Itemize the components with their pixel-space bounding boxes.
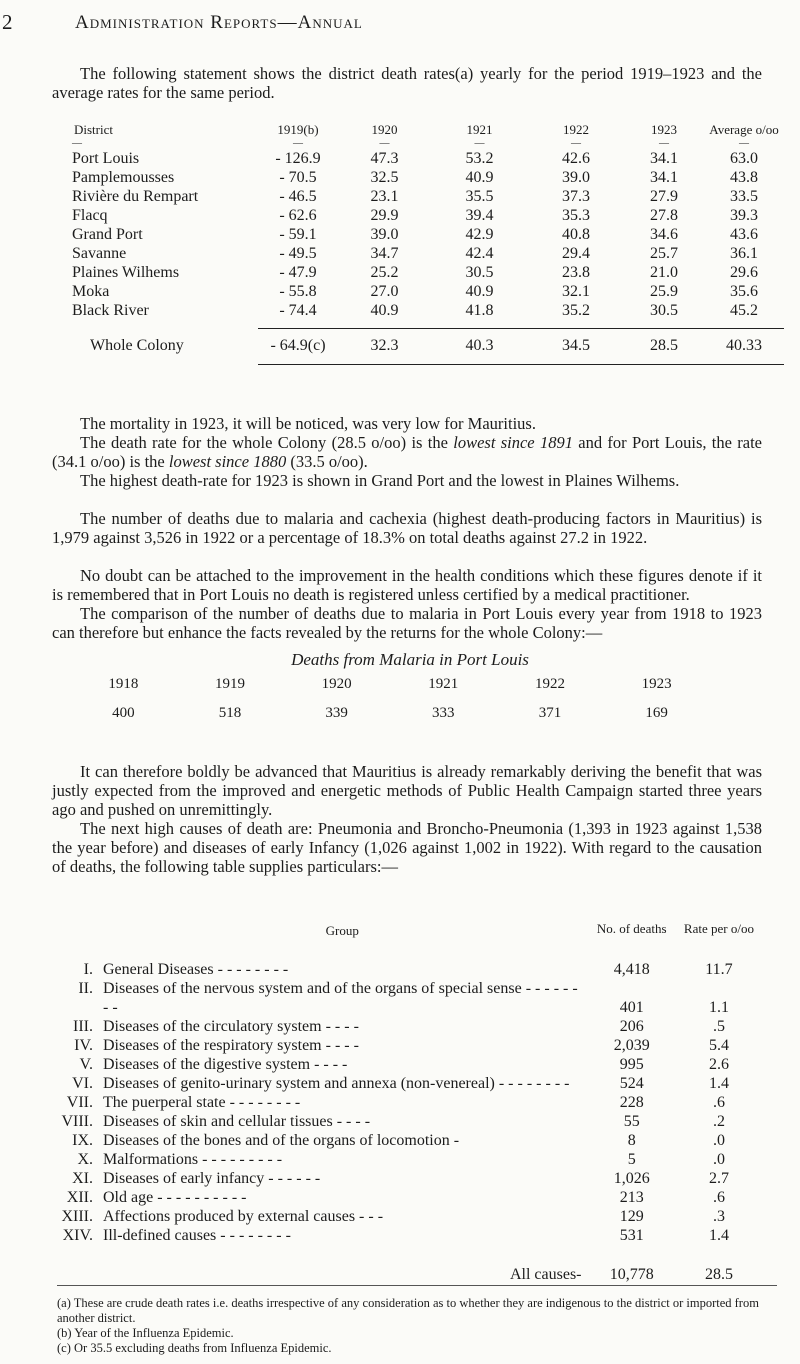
table-cell: 30.5 [465,263,494,281]
group-column-header: Group [325,923,359,938]
cause-row [60,1017,760,1036]
total-label: All causes- [509,1266,582,1283]
table-cell: 40.9 [465,282,494,300]
table-cell: 25.7 [650,244,678,262]
malaria-value: 371 [538,705,562,721]
total-cell: 40.3 [465,337,494,354]
group-label: Diseases of the respiratory system - - - - [103,1037,359,1054]
table-cell: 34.1 [650,149,678,167]
text-fragment: (33.5 o/oo). [286,452,368,471]
group-deaths: 55 [623,1113,640,1130]
header-dash: — [293,138,303,149]
group-label: Diseases of genito-urinary system and annexa (non-venereal) - - - - - - - - [103,1075,570,1092]
district-name: Savanne [72,244,127,262]
rule-cell [624,356,704,365]
table-cell: - 47.9 [279,263,317,281]
total-cell: 40.33 [726,337,762,354]
table-cell: - 126.9 [275,149,321,167]
table-cell: 27.9 [650,187,678,205]
malaria-value: 339 [325,705,348,721]
table-cell: 23.1 [370,187,399,205]
table-cell: 53.2 [465,149,494,167]
group-rate: 1.4 [708,1227,729,1244]
district-name: Grand Port [72,225,143,243]
table-row [72,206,784,225]
table-cell: 32.5 [370,168,399,186]
rule-cell [258,356,338,365]
table-cell: 39.0 [370,225,399,243]
malaria-year: 1920 [321,676,352,692]
table-cell: 47.3 [370,149,399,167]
table-cell: 37.3 [562,187,590,205]
cause-row [60,1188,760,1207]
column-header: District [74,122,113,137]
cause-row [60,960,760,979]
group-deaths: 531 [619,1227,644,1244]
table-row [72,168,784,187]
group-rate: 1.1 [708,999,729,1016]
group-deaths: 5 [627,1151,636,1168]
table-row [72,282,784,301]
group-rate: .3 [712,1208,725,1225]
column-header: 1921 [466,122,493,137]
total-cell: 32.3 [370,337,399,354]
header-dash: — [72,138,82,149]
table-cell: 40.9 [370,301,399,319]
group-label: Diseases of the circulatory system - - - - [103,1018,359,1035]
group-deaths: 8 [627,1132,636,1149]
header-underline-row [72,139,784,149]
column-header: 1922 [563,122,589,137]
group-number: VI. [72,1075,93,1092]
group-number: XI. [72,1170,93,1187]
cause-row [60,1093,760,1112]
table-cell: 35.2 [562,301,590,319]
district-name: Pamplemousses [72,168,175,186]
rule-cell [704,356,784,365]
text-fragment: The death rate for the whole Colony (28.5 o/oo) is the [80,433,454,452]
total-deaths: 10,778 [609,1266,654,1283]
malaria-year: 1923 [641,676,672,692]
group-rate: .2 [712,1113,725,1130]
table-cell: 39.0 [562,168,590,186]
group-number: II. [78,980,93,997]
table-cell: - 55.8 [279,282,317,300]
running-header: Administration Reports—Annual [75,12,363,33]
table-cell: 40.9 [465,168,494,186]
intro-paragraph: The following statement shows the district death rates(a) yearly for the period 1919–1923 and the average rates for the same period. [52,64,762,102]
group-rate: 2.6 [708,1056,729,1073]
table-cell: 45.2 [730,301,758,319]
group-label: Old age - - - - - - - - - - [103,1189,247,1206]
deaths-column-header: No. of deaths [596,921,667,936]
rule-cell [431,320,528,329]
table-row [72,301,784,320]
table-cell: 35.5 [465,187,494,205]
table-cell: 32.1 [562,282,590,300]
table-cell: 34.6 [650,225,678,243]
spacer-cell [72,329,258,337]
table-cell: 27.8 [650,206,678,224]
causes-of-death-table [60,921,760,1284]
group-rate: 1.4 [708,1075,729,1092]
table-cell: 25.9 [650,282,678,300]
group-label: Affections produced by external causes - - - [103,1208,384,1225]
table-cell: 41.8 [465,301,494,319]
header-dash: — [739,138,749,149]
rule-cell [431,356,528,365]
group-rate: .6 [712,1094,725,1111]
table-cell: 27.0 [370,282,399,300]
table-cell: 25.2 [370,263,399,281]
group-label: Malformations - - - - - - - - - [103,1151,283,1168]
group-label: Diseases of the digestive system - - - - [103,1056,348,1073]
column-header: Average o/oo [709,122,779,137]
column-header: 1919(b) [277,122,319,137]
malaria-table-title: Deaths from Malaria in Port Louis [291,650,529,669]
table-cell: 36.1 [730,244,758,262]
group-number: I. [83,961,93,978]
group-number: VIII. [61,1113,93,1130]
malaria-deaths-table [60,650,760,722]
table-cell: 43.8 [730,168,758,186]
group-deaths: 206 [619,1018,644,1035]
malaria-value: 400 [112,705,135,721]
malaria-year: 1921 [428,676,459,692]
rule-cell [338,356,431,365]
total-cell: - 64.9(c) [270,337,326,354]
group-number: VII. [66,1094,93,1111]
header-dash: — [379,138,390,149]
group-deaths: 228 [619,1094,644,1111]
district-death-rate-table [72,121,784,365]
group-deaths: 2,039 [613,1037,650,1054]
group-rate: .0 [712,1132,725,1149]
district-name: Rivière du Rempart [72,187,199,205]
cause-row [60,1112,760,1131]
cause-row [60,1150,760,1169]
table-cell: - 74.4 [279,301,317,319]
paragraph-comparison: The comparison of the number of deaths due to malaria in Port Louis every year from 1918 to 1923 can therefore but enhance the facts revealed by the returns for the whole Colony:— [52,604,762,642]
group-rate: 2.7 [708,1170,729,1187]
rule-cell [72,320,258,329]
table-cell: 40.8 [562,225,590,243]
group-label: Diseases of skin and cellular tissues - - - - [103,1113,371,1130]
table-cell: 29.9 [370,206,399,224]
paragraph-highest-rate: The highest death-rate for 1923 is shown in Grand Port and the lowest in Plaines Wilhems. [80,471,680,490]
header-dash: — [571,138,581,149]
group-deaths: 129 [619,1208,644,1225]
paragraph-improvement: No doubt can be attached to the improvement in the health conditions which these figures denote if it is remembered that in Port Louis no death is registered unless certified by a medical practitioner. [52,566,762,604]
group-label: General Diseases - - - - - - - - [103,961,289,978]
rule-cell [528,320,624,329]
group-label: Diseases of the bones and of the organs of locomotion - [103,1132,460,1149]
table-cell: 39.3 [730,206,758,224]
group-deaths: 995 [619,1056,644,1073]
group-rate: .6 [712,1189,725,1206]
footnote-divider [57,1285,777,1286]
text-fragment: and for Port Louis, the rate (34.1 o/oo) is the [52,433,762,471]
group-number: XIV. [62,1227,93,1244]
group-deaths: 524 [619,1075,644,1092]
district-name: Port Louis [72,149,140,167]
cause-row [60,1169,760,1188]
total-row [72,337,784,356]
group-label: The puerperal state - - - - - - - - [103,1094,301,1111]
total-label: Whole Colony [90,337,184,354]
table-row [72,187,784,206]
malaria-value: 169 [645,705,668,721]
rule-cell [258,320,338,329]
footnote-c: (c) Or 35.5 excluding deaths from Influenza Epidemic. [57,1341,332,1355]
footnote-a: (a) These are crude death rates i.e. deaths irrespective of any consideration as to whether they are indigenous to the district or imported from another district. [57,1296,759,1325]
group-number: X. [77,1151,93,1168]
table-cell: 35.3 [562,206,590,224]
rule-cell [72,356,258,365]
group-rate: 5.4 [708,1037,729,1054]
table-row [72,244,784,263]
header-dash: — [659,138,669,149]
table-cell: 63.0 [730,149,758,167]
group-number: IX. [72,1132,93,1149]
paragraph-mortality: The mortality in 1923, it will be noticed, was very low for Mauritius. [80,414,536,433]
table-cell: 42.4 [465,244,494,262]
group-rate: .0 [712,1151,725,1168]
total-cell: 34.5 [562,337,590,354]
header-dash: — [474,138,485,149]
footnotes [57,1296,777,1356]
separator-row [72,356,784,365]
group-deaths: 4,418 [613,961,650,978]
malaria-value: 333 [432,705,455,721]
cause-row [60,1226,760,1245]
rule-cell [624,320,704,329]
district-name: Black River [72,301,149,319]
rule-cell [528,356,624,365]
emphasis-text: lowest since 1880 [168,452,287,471]
table-cell: 34.7 [370,244,399,262]
table-cell: 33.5 [730,187,758,205]
table-cell: 34.1 [650,168,678,186]
table-cell: 29.4 [562,244,590,262]
table-row [72,225,784,244]
paragraph-next-causes: The next high causes of death are: Pneumonia and Broncho-Pneumonia (1,393 in 1923 against 1,538 the year before) and diseases of early Infancy (1,026 against 1,002 in 1922). With regard to the causation of deaths, the following table supplies particulars:— [52,819,762,876]
column-header: 1920 [371,122,398,137]
rate-column-header: Rate per o/oo [683,921,754,936]
table-cell: - 59.1 [279,225,317,243]
group-label: Ill-defined causes - - - - - - - - [103,1227,291,1244]
total-cell: 28.5 [650,337,678,354]
cause-row [60,1036,760,1055]
malaria-value: 518 [218,705,242,721]
table-row [72,149,784,168]
cause-row [60,979,760,1017]
district-name: Plaines Wilhems [72,263,180,281]
separator-row [72,320,784,329]
cause-row [60,1055,760,1074]
district-name: Flacq [72,206,108,224]
table-cell: 42.9 [465,225,494,243]
cause-row [60,1074,760,1093]
group-label: Diseases of early infancy - - - - - - [103,1170,321,1187]
paragraph-boldly: It can therefore boldly be advanced that Mauritius is already remarkably deriving the benefit that was justly expected from the improved and energetic methods of Public Health Campaign started three years ago and pushed on unremittingly. [52,762,762,819]
table-cell: 39.4 [465,206,494,224]
table-header-row [72,121,784,139]
group-number: XIII. [61,1208,93,1225]
footnote-b: (b) Year of the Influenza Epidemic. [57,1326,234,1340]
column-header: 1923 [651,122,677,137]
group-rate: 11.7 [705,961,733,978]
paragraph-malaria: The number of deaths due to malaria and cachexia (highest death-producing factors in Mauritius) is 1,979 against 3,526 in 1922 or a percentage of 18.3% on total deaths against 27.2 in 1922. [52,509,762,547]
table-cell: 29.6 [730,263,758,281]
table-cell: - 46.5 [279,187,317,205]
group-number: V. [79,1056,93,1073]
table-cell: 42.6 [562,149,590,167]
malaria-year: 1918 [108,676,139,692]
rule-cell [704,320,784,329]
table-cell: - 62.6 [279,206,317,224]
group-label: Diseases of the nervous system and of the organs of special sense - - - - - - - - [103,980,578,1016]
table-cell: 43.6 [730,225,758,243]
group-deaths: 213 [619,1189,644,1206]
table-cell: 21.0 [650,263,678,281]
table-row [72,263,784,282]
group-deaths: 401 [619,999,644,1016]
group-number: XII. [66,1189,93,1206]
paragraph-death-rate [52,433,762,471]
group-number: III. [73,1018,93,1035]
table-cell: - 70.5 [279,168,317,186]
emphasis-text: lowest since 1891 [453,433,573,452]
district-name: Moka [72,282,110,300]
malaria-year: 1922 [534,676,565,692]
table-cell: 30.5 [650,301,678,319]
rule-cell [338,320,431,329]
table-cell: - 49.5 [279,244,317,262]
page-number: 2 [2,10,13,34]
total-rate: 28.5 [704,1266,733,1283]
cause-row [60,1131,760,1150]
table-cell: 23.8 [562,263,590,281]
cause-row [60,1207,760,1226]
group-rate: .5 [712,1018,725,1035]
table-cell: 35.6 [730,282,758,300]
group-deaths: 1,026 [613,1170,650,1187]
spacer-row [72,329,784,337]
group-number: IV. [74,1037,93,1054]
malaria-year: 1919 [214,676,245,692]
